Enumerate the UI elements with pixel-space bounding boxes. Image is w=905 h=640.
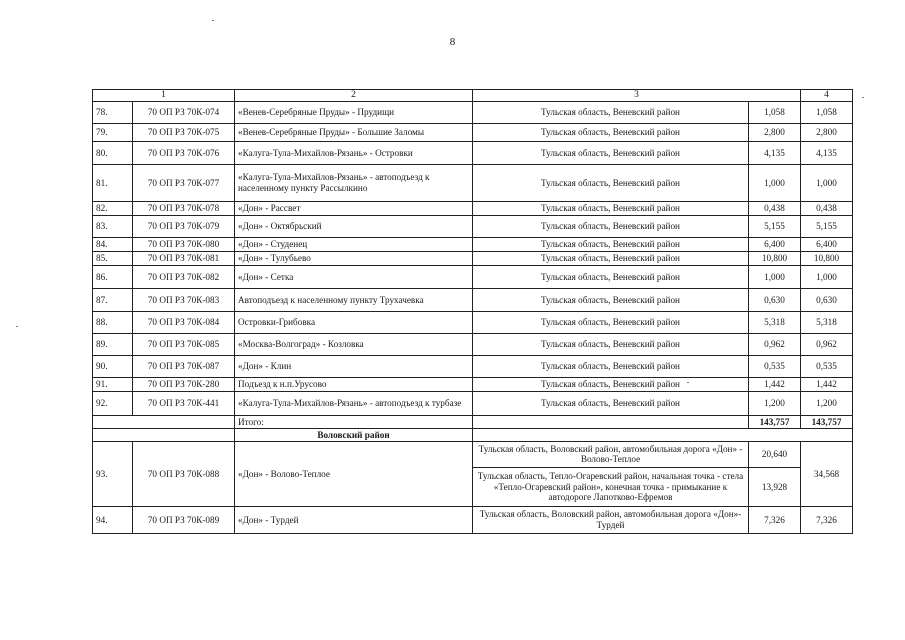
section-title: Воловский район: [235, 428, 473, 441]
road-location: Тульская область, Веневский район: [473, 355, 749, 377]
length-total: 0,438: [801, 201, 853, 215]
length-total: 0,962: [801, 333, 853, 355]
length-total: 0,630: [801, 288, 853, 311]
road-code: 70 ОП РЗ 70К-081: [133, 251, 235, 265]
road-location: Тульская область, Веневский район: [473, 377, 749, 391]
length-value: 2,800: [749, 123, 801, 141]
length-total: 34,568: [801, 441, 853, 506]
total-sum: 143,757: [801, 415, 853, 428]
length-value: 4,135: [749, 141, 801, 164]
table-row: [93, 288, 853, 311]
length-total: 1,000: [801, 265, 853, 288]
road-location: Тульская область, Веневский район: [473, 333, 749, 355]
road-code: 70 ОП РЗ 70К-079: [133, 215, 235, 237]
length-total: 4,135: [801, 141, 853, 164]
empty-cell: [93, 428, 235, 441]
road-location: Тульская область, Веневский район: [473, 201, 749, 215]
road-code: 70 ОП РЗ 70К-280: [133, 377, 235, 391]
row-number: 86.: [93, 265, 133, 288]
road-name: «Калуга-Тула-Михайлов-Рязань» - автоподъезд к турбазе: [235, 391, 473, 415]
table-row: [93, 441, 853, 467]
scan-speck: [862, 97, 864, 98]
row-number: 93.: [93, 441, 133, 506]
road-name: «Дон» - Тулубьево: [235, 251, 473, 265]
length-total: 5,155: [801, 215, 853, 237]
road-name: «Дон» - Турдей: [235, 506, 473, 533]
road-code: 70 ОП РЗ 70К-084: [133, 311, 235, 333]
road-code: 70 ОП РЗ 70К-088: [133, 441, 235, 506]
length-value: 5,318: [749, 311, 801, 333]
row-number: 89.: [93, 333, 133, 355]
row-number: 82.: [93, 201, 133, 215]
road-name: «Дон» - Студенец: [235, 237, 473, 251]
road-code: 70 ОП РЗ 70К-083: [133, 288, 235, 311]
road-location: Тульская область, Веневский район: [473, 237, 749, 251]
row-number: 88.: [93, 311, 133, 333]
table-row: [93, 201, 853, 215]
length-value: 0,535: [749, 355, 801, 377]
table-row: [93, 391, 853, 415]
length-value: 1,000: [749, 265, 801, 288]
row-number: 79.: [93, 123, 133, 141]
scan-speck: [687, 382, 689, 383]
road-name: «Венев-Серебряные Пруды» - Прудищи: [235, 101, 473, 123]
road-location: Тульская область, Веневский район: [473, 101, 749, 123]
row-number: 80.: [93, 141, 133, 164]
table-row: [93, 311, 853, 333]
road-code: 70 ОП РЗ 70К-074: [133, 101, 235, 123]
road-name: Подъезд к н.п.Урусово: [235, 377, 473, 391]
road-code: 70 ОП РЗ 70К-087: [133, 355, 235, 377]
road-code: 70 ОП РЗ 70К-075: [133, 123, 235, 141]
length-value: 6,400: [749, 237, 801, 251]
road-location: Тульская область, Веневский район: [473, 265, 749, 288]
length-total: 1,000: [801, 164, 853, 201]
row-number: 78.: [93, 101, 133, 123]
length-value: 5,155: [749, 215, 801, 237]
length-total: 1,058: [801, 101, 853, 123]
empty-cell: [473, 428, 853, 441]
road-code: 70 ОП РЗ 70К-441: [133, 391, 235, 415]
length-value: 0,962: [749, 333, 801, 355]
road-code: 70 ОП РЗ 70К-080: [133, 237, 235, 251]
scan-speck: [16, 326, 18, 327]
length-value: 10,800: [749, 251, 801, 265]
length-value: 0,630: [749, 288, 801, 311]
row-number: 84.: [93, 237, 133, 251]
road-code: 70 ОП РЗ 70К-089: [133, 506, 235, 533]
length-value: 1,000: [749, 164, 801, 201]
length-total: 7,326: [801, 506, 853, 533]
length-value: 1,058: [749, 101, 801, 123]
length-total: 2,800: [801, 123, 853, 141]
length-value: 20,640: [749, 441, 801, 467]
length-total: 10,800: [801, 251, 853, 265]
road-code: 70 ОП РЗ 70К-078: [133, 201, 235, 215]
table-row: [93, 506, 853, 533]
table-row: [93, 265, 853, 288]
road-location: Тульская область, Веневский район: [473, 391, 749, 415]
length-total: 0,535: [801, 355, 853, 377]
table-row: [93, 333, 853, 355]
empty-cell: [473, 415, 749, 428]
row-number: 90.: [93, 355, 133, 377]
road-name: Островки-Грибовка: [235, 311, 473, 333]
total-label: Итого:: [235, 415, 473, 428]
table-row: [93, 141, 853, 164]
road-name: «Дон» - Рассвет: [235, 201, 473, 215]
header-col-1: 1: [93, 90, 235, 102]
road-name: «Москва-Волгоград» - Козловка: [235, 333, 473, 355]
road-code: 70 ОП РЗ 70К-076: [133, 141, 235, 164]
road-code: 70 ОП РЗ 70К-082: [133, 265, 235, 288]
road-name: «Калуга-Тула-Михайлов-Рязань» - Островки: [235, 141, 473, 164]
road-name: «Венев-Серебряные Пруды» - Большие Заломы: [235, 123, 473, 141]
road-name: «Дон» - Сетка: [235, 265, 473, 288]
header-col-4: 4: [801, 90, 853, 102]
road-name: «Дон» - Клин: [235, 355, 473, 377]
row-number: 92.: [93, 391, 133, 415]
row-number: 83.: [93, 215, 133, 237]
table-row: [93, 377, 853, 391]
road-code: 70 ОП РЗ 70К-085: [133, 333, 235, 355]
table-row: [93, 355, 853, 377]
header-col-3: 3: [473, 90, 801, 102]
empty-cell: [93, 415, 235, 428]
road-location: Тульская область, Тепло-Огаревский район, начальная точка - стела «Тепло-Огаревский район», конечная точка - примыкание к автодороге Лапотково-Ефремов: [473, 467, 749, 506]
total-value: 143,757: [749, 415, 801, 428]
road-location: Тульская область, Воловский район, автомобильная дорога «Дон»-Турдей: [473, 506, 749, 533]
row-number: 91.: [93, 377, 133, 391]
road-location: Тульская область, Веневский район: [473, 164, 749, 201]
length-value: 13,928: [749, 467, 801, 506]
scan-speck: [212, 20, 214, 21]
length-total: 1,200: [801, 391, 853, 415]
length-total: 5,318: [801, 311, 853, 333]
road-location: Тульская область, Воловский район, автомобильная дорога «Дон» - Волово-Теплое: [473, 441, 749, 467]
roads-register-table: [92, 89, 853, 534]
row-number: 85.: [93, 251, 133, 265]
row-number: 94.: [93, 506, 133, 533]
table-row: [93, 215, 853, 237]
road-location: Тульская область, Веневский район: [473, 141, 749, 164]
table-row: [93, 123, 853, 141]
row-number: 81.: [93, 164, 133, 201]
length-total: 6,400: [801, 237, 853, 251]
road-location: Тульская область, Веневский район: [473, 215, 749, 237]
section-row: [93, 428, 853, 441]
road-location: Тульская область, Веневский район: [473, 123, 749, 141]
page-number: 8: [449, 36, 456, 48]
road-name: «Дон» - Октябрьский: [235, 215, 473, 237]
table-row: [93, 101, 853, 123]
table-row: [93, 237, 853, 251]
length-value: 1,200: [749, 391, 801, 415]
total-row: [93, 415, 853, 428]
road-name: Автоподъезд к населенному пункту Трухачевка: [235, 288, 473, 311]
road-code: 70 ОП РЗ 70К-077: [133, 164, 235, 201]
road-name: «Дон» - Волово-Теплое: [235, 441, 473, 506]
length-value: 1,442: [749, 377, 801, 391]
header-col-2: 2: [235, 90, 473, 102]
road-location: Тульская область, Веневский район: [473, 311, 749, 333]
road-location: Тульская область, Веневский район: [473, 251, 749, 265]
length-total: 1,442: [801, 377, 853, 391]
table-row: [93, 251, 853, 265]
length-value: 7,326: [749, 506, 801, 533]
road-name: «Калуга-Тула-Михайлов-Рязань» - автоподъезд к населенному пункту Рассылкино: [235, 164, 473, 201]
road-location: Тульская область, Веневский район: [473, 288, 749, 311]
length-value: 0,438: [749, 201, 801, 215]
row-number: 87.: [93, 288, 133, 311]
table-row: [93, 164, 853, 201]
header-row: [93, 90, 853, 102]
